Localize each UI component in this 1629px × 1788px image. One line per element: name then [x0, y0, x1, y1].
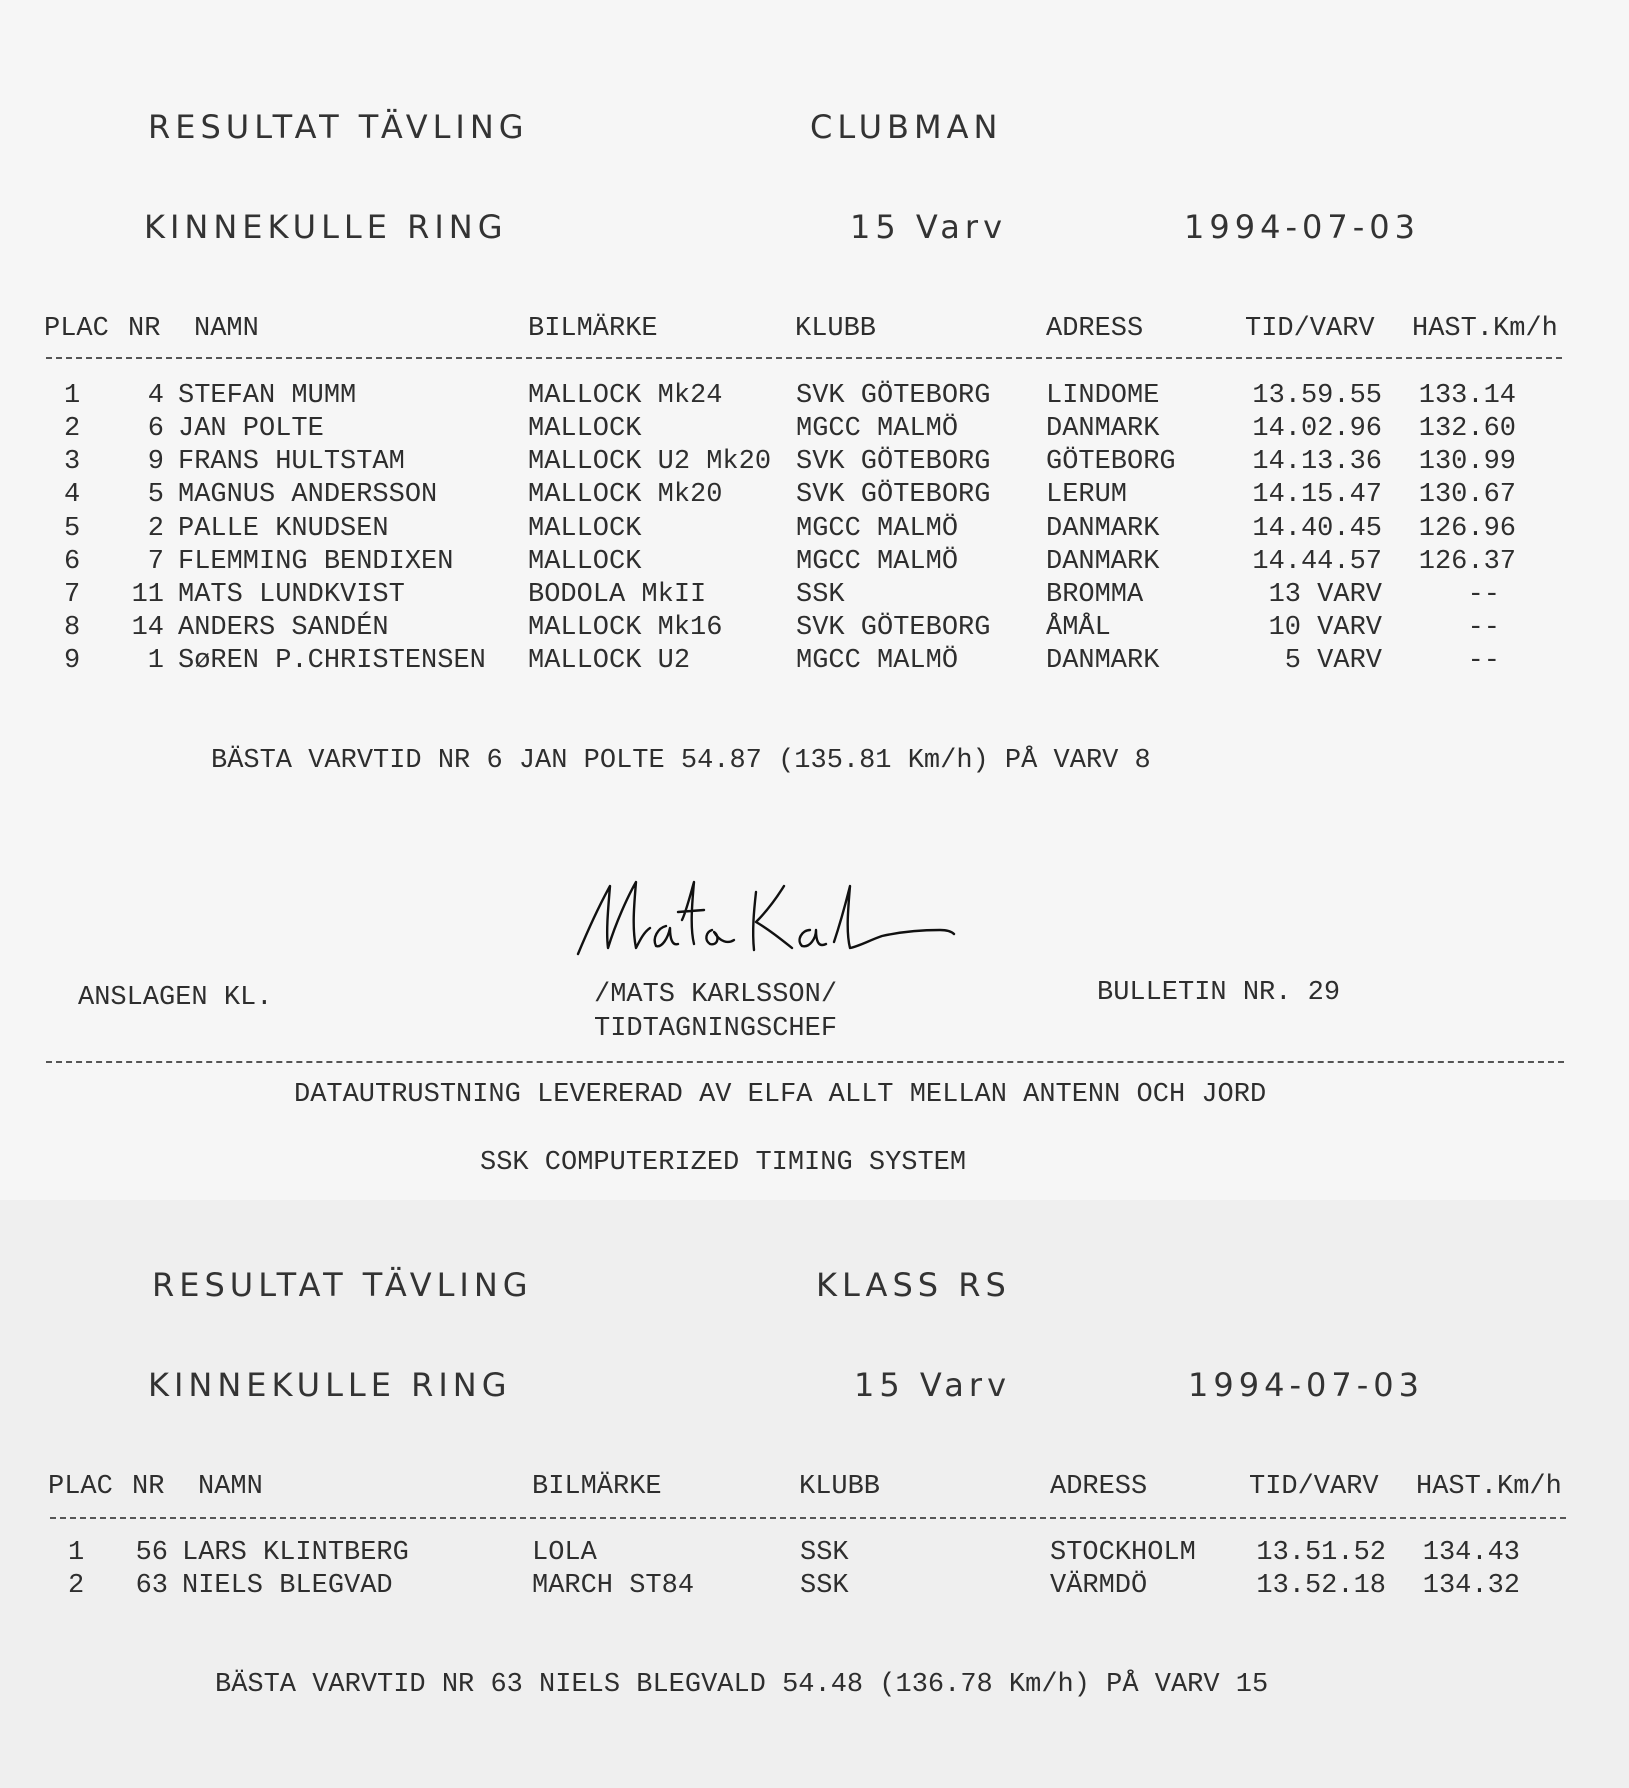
- cell-klubb: SVK GÖTEBORG: [796, 480, 991, 510]
- cell-klubb: SSK: [800, 1571, 849, 1601]
- cell-namn: MAGNUS ANDERSSON: [178, 480, 438, 510]
- table-row: [0, 547, 1629, 580]
- cell-adress: LINDOME: [1046, 381, 1160, 411]
- cell-klubb: MGCC MALMÖ: [796, 414, 959, 444]
- cell-plac: 9: [64, 646, 81, 676]
- cell-namn: ANDERS SANDÉN: [178, 613, 389, 643]
- cell-tid: 14.15.47: [1252, 480, 1382, 510]
- cell-tid: 13.51.52: [1256, 1538, 1386, 1568]
- cell-nr: 63: [135, 1571, 168, 1601]
- cell-hast: 130.67: [1418, 480, 1516, 510]
- cell-nr: 9: [147, 447, 164, 477]
- cell-bil: MALLOCK: [528, 414, 642, 444]
- page-title: RESULTAT TÄVLING: [148, 108, 529, 146]
- table-row: [0, 414, 1629, 447]
- cell-plac: 3: [64, 447, 81, 477]
- cell-plac: 1: [68, 1538, 85, 1568]
- cell-namn: MATS LUNDKVIST: [178, 580, 405, 610]
- cell-klubb: MGCC MALMÖ: [796, 646, 959, 676]
- venue-title: KINNEKULLE RING: [148, 1366, 512, 1404]
- cell-nr: 7: [147, 547, 164, 577]
- class-title: KLASS RS: [816, 1266, 1011, 1304]
- cell-namn: SøREN P.CHRISTENSEN: [178, 646, 486, 676]
- footer-system: SSK COMPUTERIZED TIMING SYSTEM: [480, 1148, 967, 1178]
- cell-klubb: SVK GÖTEBORG: [796, 613, 991, 643]
- footer-divider: [46, 1061, 1564, 1063]
- cell-tid: 13.52.18: [1256, 1571, 1386, 1601]
- cell-plac: 2: [68, 1571, 85, 1601]
- best-lap-note: BÄSTA VARVTID NR 6 JAN POLTE 54.87 (135.81 Km/h) PÅ VARV 8: [211, 746, 1151, 776]
- signature-image: [570, 870, 960, 970]
- header-namn: NAMN: [194, 314, 259, 344]
- table-row: [0, 613, 1629, 646]
- table-row: [0, 447, 1629, 480]
- cell-bil: MARCH ST84: [532, 1571, 695, 1601]
- cell-tid: 5 VARV: [1284, 646, 1382, 676]
- cell-hast: 134.32: [1422, 1571, 1520, 1601]
- cell-tid: 14.02.96: [1252, 414, 1382, 444]
- header-plac: PLAC: [48, 1472, 113, 1502]
- header-adress: ADRESS: [1050, 1472, 1148, 1502]
- cell-bil: MALLOCK: [528, 547, 642, 577]
- anslagen-label: ANSLAGEN KL.: [78, 983, 273, 1013]
- cell-adress: LERUM: [1046, 480, 1128, 510]
- date-title: 1994-07-03: [1188, 1366, 1424, 1404]
- cell-adress: DANMARK: [1046, 414, 1160, 444]
- cell-tid: 13 VARV: [1268, 580, 1382, 610]
- header-nr: NR: [128, 314, 161, 344]
- cell-hast: 130.99: [1418, 447, 1516, 477]
- header-plac: PLAC: [44, 314, 109, 344]
- cell-klubb: SVK GÖTEBORG: [796, 447, 991, 477]
- table-row: [0, 646, 1629, 679]
- footer-equipment: DATAUTRUSTNING LEVERERAD AV ELFA ALLT MELLAN ANTENN OCH JORD: [294, 1080, 1267, 1110]
- cell-tid: 10 VARV: [1268, 613, 1382, 643]
- laps-title: 15 Varv: [850, 208, 1007, 246]
- cell-bil: LOLA: [532, 1538, 597, 1568]
- cell-namn: PALLE KNUDSEN: [178, 514, 389, 544]
- cell-tid: 14.44.57: [1252, 547, 1382, 577]
- cell-plac: 6: [64, 547, 81, 577]
- bulletin-number: BULLETIN NR. 29: [1097, 978, 1341, 1008]
- date-title: 1994-07-03: [1184, 208, 1420, 246]
- cell-hast: 134.43: [1422, 1538, 1520, 1568]
- header-bilmarke: BILMÄRKE: [532, 1472, 662, 1502]
- header-adress: ADRESS: [1046, 314, 1144, 344]
- cell-klubb: SSK: [800, 1538, 849, 1568]
- cell-namn: LARS KLINTBERG: [182, 1538, 409, 1568]
- cell-tid: 13.59.55: [1252, 381, 1382, 411]
- cell-adress: VÄRMDÖ: [1050, 1571, 1148, 1601]
- table-row: [0, 480, 1629, 513]
- cell-nr: 6: [147, 414, 164, 444]
- cell-nr: 11: [131, 580, 164, 610]
- cell-adress: DANMARK: [1046, 514, 1160, 544]
- cell-adress: DANMARK: [1046, 646, 1160, 676]
- cell-bil: MALLOCK U2 Mk20: [528, 447, 772, 477]
- cell-namn: FRANS HULTSTAM: [178, 447, 405, 477]
- cell-plac: 2: [64, 414, 81, 444]
- header-klubb: KLUBB: [795, 314, 877, 344]
- table-row: [0, 1571, 1629, 1604]
- cell-nr: 2: [147, 514, 164, 544]
- cell-namn: STEFAN MUMM: [178, 381, 357, 411]
- cell-hast: --: [1467, 646, 1500, 676]
- header-namn: NAMN: [198, 1472, 263, 1502]
- header-nr: NR: [132, 1472, 165, 1502]
- cell-hast: 133.14: [1418, 381, 1516, 411]
- official-name: /MATS KARLSSON/: [594, 980, 838, 1010]
- cell-klubb: SVK GÖTEBORG: [796, 381, 991, 411]
- cell-bil: MALLOCK: [528, 514, 642, 544]
- cell-bil: MALLOCK Mk16: [528, 613, 723, 643]
- cell-tid: 14.13.36: [1252, 447, 1382, 477]
- cell-klubb: MGCC MALMÖ: [796, 514, 959, 544]
- cell-hast: 126.37: [1418, 547, 1516, 577]
- cell-plac: 4: [64, 480, 81, 510]
- cell-adress: DANMARK: [1046, 547, 1160, 577]
- cell-adress: ÅMÅL: [1046, 613, 1111, 643]
- cell-hast: --: [1467, 613, 1500, 643]
- cell-hast: 126.96: [1418, 514, 1516, 544]
- header-bilmarke: BILMÄRKE: [528, 314, 658, 344]
- cell-plac: 7: [64, 580, 81, 610]
- cell-nr: 1: [147, 646, 164, 676]
- laps-title: 15 Varv: [854, 1366, 1011, 1404]
- header-hast: HAST.Km/h: [1412, 314, 1558, 344]
- cell-nr: 5: [147, 480, 164, 510]
- cell-plac: 8: [64, 613, 81, 643]
- cell-namn: FLEMMING BENDIXEN: [178, 547, 454, 577]
- header-tid: TID/VARV: [1249, 1472, 1379, 1502]
- official-title: TIDTAGNINGSCHEF: [594, 1014, 838, 1044]
- cell-plac: 1: [64, 381, 81, 411]
- table-row: [0, 580, 1629, 613]
- cell-adress: STOCKHOLM: [1050, 1538, 1196, 1568]
- cell-bil: MALLOCK Mk24: [528, 381, 723, 411]
- header-klubb: KLUBB: [799, 1472, 881, 1502]
- table-row: [0, 514, 1629, 547]
- cell-bil: BODOLA MkII: [528, 580, 707, 610]
- cell-hast: --: [1467, 580, 1500, 610]
- header-divider: [46, 357, 1562, 359]
- cell-plac: 5: [64, 514, 81, 544]
- cell-bil: MALLOCK U2: [528, 646, 691, 676]
- header-divider: [50, 1517, 1566, 1519]
- header-hast: HAST.Km/h: [1416, 1472, 1562, 1502]
- cell-hast: 132.60: [1418, 414, 1516, 444]
- best-lap-note: BÄSTA VARVTID NR 63 NIELS BLEGVALD 54.48 (136.78 Km/h) PÅ VARV 15: [215, 1670, 1269, 1700]
- venue-title: KINNEKULLE RING: [144, 208, 508, 246]
- cell-adress: BROMMA: [1046, 580, 1144, 610]
- cell-namn: JAN POLTE: [178, 414, 324, 444]
- results-sheet-rs: [0, 1200, 1629, 1788]
- cell-klubb: SSK: [796, 580, 845, 610]
- cell-bil: MALLOCK Mk20: [528, 480, 723, 510]
- class-title: CLUBMAN: [810, 108, 1003, 146]
- table-row: [0, 381, 1629, 414]
- cell-nr: 4: [147, 381, 164, 411]
- cell-klubb: MGCC MALMÖ: [796, 547, 959, 577]
- cell-nr: 56: [135, 1538, 168, 1568]
- cell-nr: 14: [131, 613, 164, 643]
- cell-namn: NIELS BLEGVAD: [182, 1571, 393, 1601]
- cell-adress: GÖTEBORG: [1046, 447, 1176, 477]
- header-tid: TID/VARV: [1245, 314, 1375, 344]
- page-title: RESULTAT TÄVLING: [152, 1266, 533, 1304]
- table-row: [0, 1538, 1629, 1571]
- cell-tid: 14.40.45: [1252, 514, 1382, 544]
